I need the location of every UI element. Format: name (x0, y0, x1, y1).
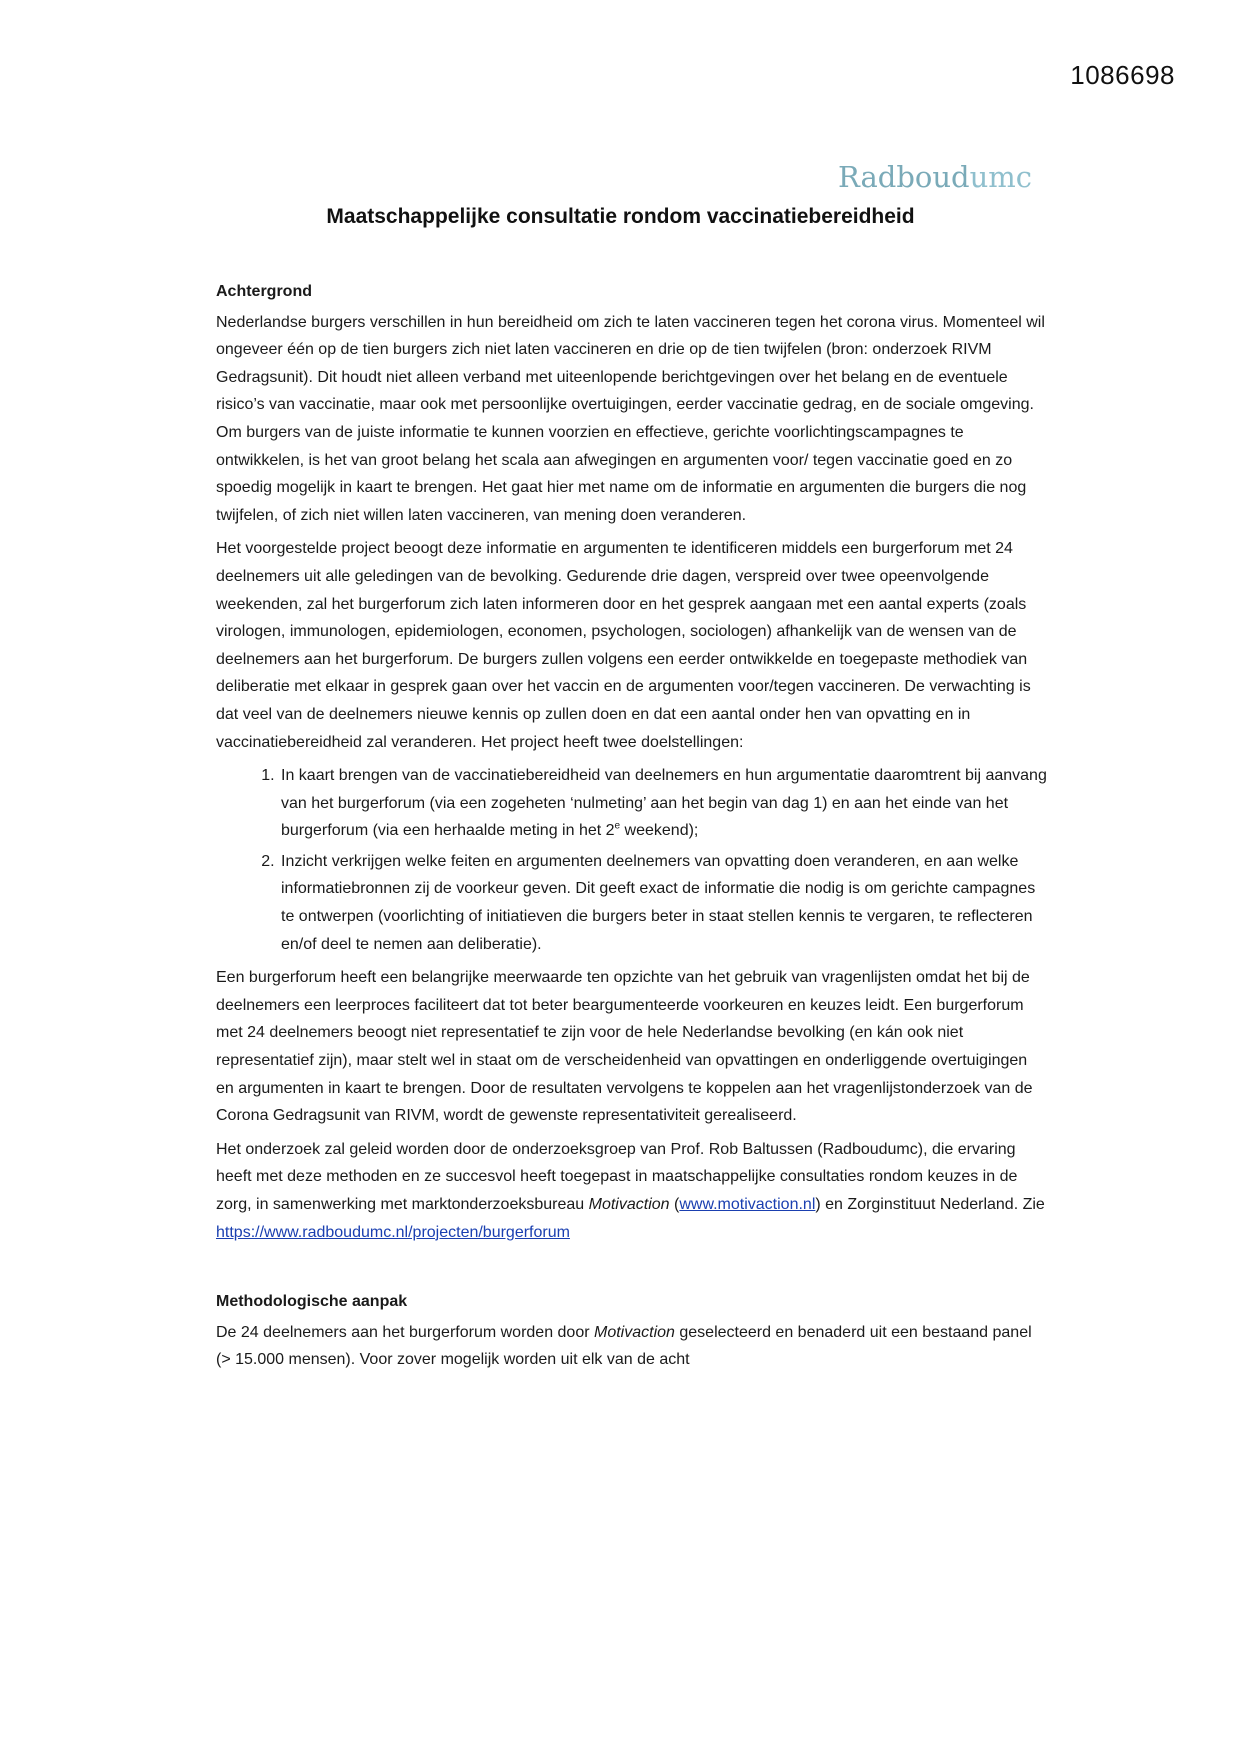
link-burgerforum[interactable]: https://www.radboudumc.nl/projecten/burgerforum (216, 1223, 570, 1241)
objectives-list (216, 762, 1048, 958)
logo-part-umc: umc (969, 160, 1033, 194)
paragraph-background-3: Een burgerforum heeft een belangrijke meerwaarde ten opzichte van het gebruik van vragenlijsten omdat het bij de deelnemers een leerproces faciliteert dat tot beter beargumenteerde voorkeuren en keuzes leidt. Een burgerforum met 24 deelnemers beoogt niet representatief te zijn voor de hele Nederlandse bevolking (en kán ook niet representatief zijn), maar stelt wel in staat om de verscheidenheid van opvattingen en onderliggende overtuigingen en argumenten in kaart te brengen. Door de resultaten vervolgens te koppelen aan het vragenlijstonderzoek van de Corona Gedragsunit van RIVM, wordt de gewenste representativiteit gerealiseerd. (216, 969, 1033, 1125)
paragraph-method-1 (216, 1319, 1048, 1374)
p4-text-a: Het onderzoek zal geleid worden door de onderzoeksgroep van Prof. Rob Baltussen (Radboudumc), die ervaring heeft met deze methoden en ze succesvol heeft toegepast in maatschappelijke consultaties rondom keuzes in de zorg, in samenwerking met marktonderzoeksbureau (216, 1140, 1018, 1213)
paragraph-background-4 (216, 1136, 1048, 1246)
paragraph-background-1: Nederlandse burgers verschillen in hun bereidheid om zich te laten vaccineren tegen het corona virus. Momenteel wil ongeveer één op de tien burgers zich niet laten vaccineren en drie op de tien twijfelen (bron: onderzoek RIVM Gedragsunit). Dit houdt niet alleen verband met uiteenlopende berichtgevingen over het belang en de eventuele risico’s van vaccinatie, maar ook met persoonlijke overtuigingen, eerder vaccinatie gedrag, en de sociale omgeving. Om burgers van de juiste informatie te kunnen voorzien en effectieve, gerichte voorlichtingscampagnes te ontwikkelen, is het van groot belang het scala aan afwegingen en argumenten voor/ tegen vaccinatie goed en zo spoedig mogelijk in kaart te brengen. Het gaat hier met name om de informatie en argumenten die burgers die nog twijfelen, of zich niet willen laten vaccineren, van mening doen veranderen. (216, 313, 1045, 524)
heading-methodologische-aanpak: Methodologische aanpak (216, 1293, 408, 1311)
objective-2-text: Inzicht verkrijgen welke feiten en argumenten deelnemers van opvatting doen veranderen, en aan welke informatiebronnen zij de voorkeur geven. Dit geeft exact de informatie die nodig is om gerichte campagnes te ontwerpen (voorlichting of initiatieven die burgers beter in staat stellen kennis te vergaren, te reflecteren en/of deel te nemen aan deliberatie). (281, 852, 1036, 953)
p4-text-c: ( (669, 1196, 680, 1213)
paragraph-background-2: Het voorgestelde project beoogt deze informatie en argumenten te identificeren middels een burgerforum met 24 deelnemers uit alle geledingen van de bevolking. Gedurende drie dagen, verspreid over twee opeenvolgende weekenden, zal het burgerforum zich laten informeren door en het gesprek aangaan met een aantal experts (zoals virologen, immunologen, epidemiologen, economen, psychologen, sociologen) afhankelijk van de wensen van de deelnemers aan het burgerforum. De burgers zullen volgens een eerder ontwikkelde en toegepaste methodiek van deliberatie met elkaar in gesprek gaan over het vaccin en de argumenten voor/tegen vaccineren. De verwachting is dat veel van de deelnemers nieuwe kennis op zullen doen en dat een aantal onder hen van opvatting en in vaccinatiebereidheid zal veranderen. Het project heeft twee doelstellingen: (216, 540, 1031, 751)
document-id: 1086698 (1070, 60, 1175, 90)
link-motivaction[interactable]: www.motivaction.nl (679, 1196, 816, 1213)
objective-1-text: In kaart brengen van de vaccinatiebereidheid van deelnemers en hun argumentatie daaromtrent bij aanvang van het burgerforum (via een zogeheten ‘nulmeting’ aan het begin van dag 1) en aan het einde van het burgerforum (via een herhaalde meting in het 2 (281, 767, 1047, 840)
document-body (216, 278, 1048, 1380)
logo-part-radboud: Radboud (838, 160, 970, 194)
objective-item-1 (279, 762, 1048, 845)
objective-item-2 (279, 848, 1048, 958)
section-spacer (216, 1252, 1048, 1288)
document-title: Maatschappelijke consultatie rondom vaccinatiebereidheid (326, 205, 915, 228)
objective-1-superscript: e (614, 820, 621, 832)
method-text-a: De 24 deelnemers aan het burgerforum worden door (216, 1323, 594, 1341)
objective-1-tail: weekend); (620, 822, 699, 840)
p4-text-d: ) en Zorginstituut Nederland. Zie (815, 1196, 1045, 1213)
radboudumc-logo (838, 160, 1032, 194)
heading-achtergrond: Achtergrond (216, 283, 312, 300)
method-motivaction-italic: Motivaction (594, 1323, 675, 1341)
method-text-c: geselecteerd en benaderd uit een bestaand panel (> 15.000 mensen). Voor zover mogelijk worden uit elk van de acht (216, 1323, 1032, 1369)
p4-motivaction-italic: Motivaction (588, 1196, 670, 1213)
